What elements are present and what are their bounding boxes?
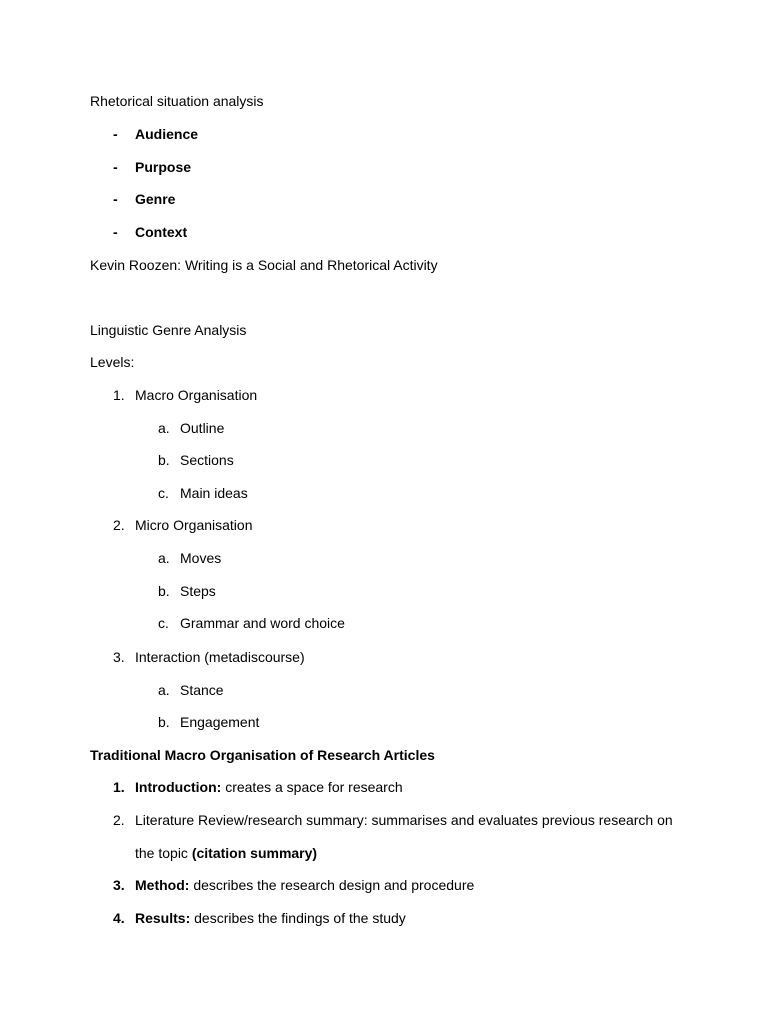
subitem-outline: Outline — [180, 420, 225, 436]
list-item-method — [135, 876, 474, 894]
sublist-marker: c. — [158, 615, 169, 631]
list-item-introduction — [135, 778, 403, 796]
sublist-marker: a. — [158, 420, 170, 436]
section-title-rhetorical: Rhetorical situation analysis — [90, 93, 264, 109]
sublist-marker: b. — [158, 452, 170, 468]
level-item-macro: Macro Organisation — [135, 387, 258, 403]
bullet-marker: - — [113, 224, 118, 240]
sublist-marker: c. — [158, 485, 169, 501]
reference-line: Kevin Roozen: Writing is a Social and Rhetorical Activity — [90, 257, 438, 273]
bullet-item-genre: Genre — [135, 191, 176, 207]
sublist-marker: b. — [158, 714, 170, 730]
subitem-main-ideas: Main ideas — [180, 485, 248, 501]
section-title-linguistic: Linguistic Genre Analysis — [90, 322, 247, 338]
list-marker: 4. — [113, 910, 125, 926]
list-marker: 1. — [113, 387, 125, 403]
list-marker: 3. — [113, 877, 125, 893]
item-description: describes the findings of the study — [190, 910, 406, 926]
sublist-marker: b. — [158, 583, 170, 599]
item-description: describes the research design and procedure — [189, 877, 475, 893]
sublist-marker: a. — [158, 682, 170, 698]
item-heading: Introduction: — [135, 779, 222, 795]
bullet-marker: - — [113, 126, 118, 142]
level-item-micro: Micro Organisation — [135, 517, 253, 533]
bullet-item-purpose: Purpose — [135, 159, 192, 175]
bullet-item-context: Context — [135, 224, 188, 240]
item-emphasis: (citation summary) — [191, 845, 318, 861]
subitem-engagement: Engagement — [180, 714, 260, 730]
levels-label: Levels: — [90, 354, 135, 370]
subitem-grammar: Grammar and word choice — [180, 615, 345, 631]
item-description: creates a space for research — [221, 779, 403, 795]
list-item-results — [135, 909, 406, 927]
bullet-item-audience: Audience — [135, 126, 199, 142]
list-marker: 2. — [113, 517, 125, 533]
subitem-moves: Moves — [180, 550, 222, 566]
section-title-traditional: Traditional Macro Organisation of Research Articles — [90, 747, 435, 763]
subitem-sections: Sections — [180, 452, 234, 468]
item-heading: Method: — [135, 877, 190, 893]
subitem-stance: Stance — [180, 682, 224, 698]
list-marker: 3. — [113, 649, 125, 665]
item-heading: Results: — [135, 910, 191, 926]
item-description: the topic — [135, 845, 192, 861]
sublist-marker: a. — [158, 550, 170, 566]
list-item-literature-review-cont — [135, 844, 317, 862]
bullet-marker: - — [113, 159, 118, 175]
bullet-marker: - — [113, 191, 118, 207]
list-item-literature-review: Literature Review/research summary: summarises and evaluates previous research on — [135, 812, 673, 828]
list-marker: 1. — [113, 779, 125, 795]
list-marker: 2. — [113, 812, 125, 828]
subitem-steps: Steps — [180, 583, 216, 599]
level-item-interaction: Interaction (metadiscourse) — [135, 649, 305, 665]
